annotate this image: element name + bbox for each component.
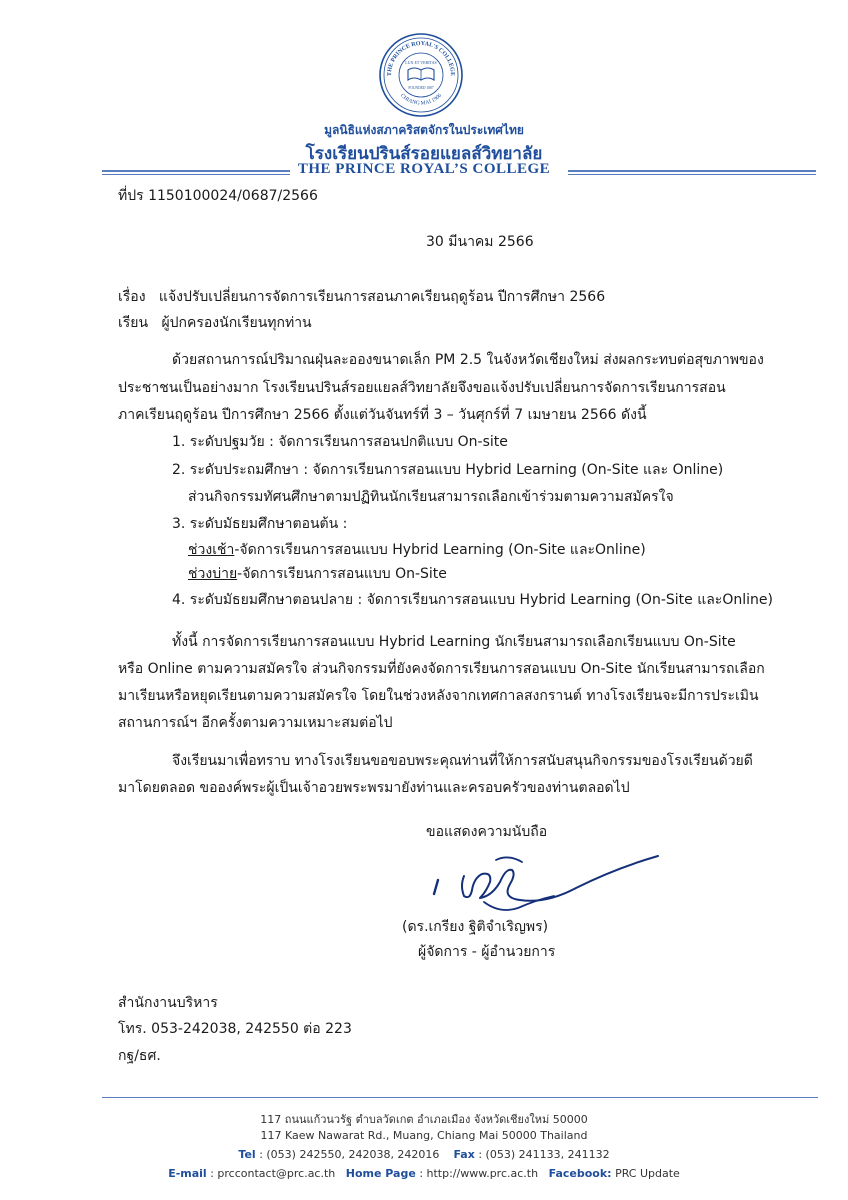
school-name-english: THE PRINCE ROYAL’S COLLEGE — [297, 161, 551, 177]
subject-label: เรื่อง — [118, 289, 146, 305]
paragraph-2-line: ทั้งนี้ การจัดการเรียนการสอนแบบ Hybrid Learning นักเรียนสามารถเลือกเรียนแบบ On-Site — [172, 634, 736, 650]
recipient-label: เรียน — [118, 315, 149, 331]
fax-numbers: : (053) 241133, 241132 — [478, 1148, 610, 1161]
footer-online-contacts — [0, 1167, 848, 1180]
school-name-thai: โรงเรียนปรินส์รอยแยลส์วิทยาลัย — [305, 144, 543, 164]
homepage-label: Home Page — [345, 1167, 416, 1180]
list-item-lower-secondary: 3. ระดับมัธยมศึกษาตอนต้น : — [172, 516, 348, 532]
subject-line — [118, 287, 605, 307]
footer-phone-fax — [0, 1148, 848, 1161]
morning-label: ช่วงเช้า — [188, 542, 235, 558]
afternoon-label: ช่วงบ่าย — [188, 566, 238, 582]
signer-title: ผู้จัดการ - ผู้อำนวยการ — [418, 944, 556, 960]
list-item-early-childhood: 1. ระดับปฐมวัย : จัดการเรียนการสอนปกติแบบ On-site — [172, 434, 508, 450]
lower-secondary-afternoon — [188, 564, 447, 584]
tel-numbers: : (053) 242550, 242038, 242016 — [259, 1148, 440, 1161]
footer-address-english: 117 Kaew Nawarat Rd., Muang, Chiang Mai 50000 Thailand — [260, 1129, 588, 1142]
footer-rule — [102, 1097, 818, 1098]
morning-text: -จัดการเรียนการสอนแบบ Hybrid Learning (On-Site และOnline) — [234, 542, 646, 558]
email-address[interactable]: : prccontact@prc.ac.th — [210, 1167, 336, 1180]
svg-text:LUX ET VERITAS: LUX ET VERITAS — [405, 60, 437, 65]
lower-secondary-morning — [188, 540, 646, 560]
foundation-name: มูลนิธิแห่งสภาคริสตจักรในประเทศไทย — [324, 123, 524, 137]
signer-name: (ดร.เกรียง ฐิติจำเริญพร) — [402, 919, 549, 935]
document-initials: กฐ/ธศ. — [118, 1048, 161, 1064]
paragraph-3-line: มาโดยตลอด ขอองค์พระผู้เป็นเจ้าอวยพระพรมายังท่านและครอบครัวของท่านตลอดไป — [118, 780, 630, 796]
list-item-primary-note: ส่วนกิจกรรมทัศนศึกษาตามปฏิทินนักเรียนสามารถเลือกเข้าร่วมตามความสมัครใจ — [188, 489, 674, 505]
svg-text:FOUNDED 1887: FOUNDED 1887 — [408, 86, 434, 90]
tel-label: Tel — [238, 1148, 256, 1161]
handwritten-signature — [426, 838, 666, 918]
svg-text:CHIANG MAI 1906: CHIANG MAI 1906 — [399, 92, 443, 107]
recipient-line — [118, 313, 312, 333]
document-reference-number: ที่ปร 1150100024/0687/2566 — [118, 188, 318, 204]
facebook-label: Facebook: — [548, 1167, 612, 1180]
office-telephone: โทร. 053-242038, 242550 ต่อ 223 — [118, 1021, 352, 1037]
facebook-page[interactable]: PRC Update — [615, 1167, 680, 1180]
footer-address-thai: 117 ถนนแก้วนวรัฐ ตำบลวัดเกต อำเภอเมือง จังหวัดเชียงใหม่ 50000 — [260, 1113, 588, 1126]
paragraph-2-line: มาเรียนหรือหยุดเรียนตามความสมัครใจ โดยในช่วงหลังจากเทศกาลสงกรานต์ ทางโรงเรียนจะมีการประเมิน — [118, 688, 759, 704]
homepage-url[interactable]: : http://www.prc.ac.th — [419, 1167, 539, 1180]
list-item-upper-secondary: 4. ระดับมัธยมศึกษาตอนปลาย : จัดการเรียนการสอนแบบ Hybrid Learning (On-Site และOnline) — [172, 592, 773, 608]
paragraph-1-line: ประชาชนเป็นอย่างมาก โรงเรียนปรินส์รอยแยลส์วิทยาลัยจึงขอแจ้งปรับเปลี่ยนการจัดการเรียนการสอน — [118, 380, 726, 396]
school-seal-logo — [378, 32, 464, 118]
subject-text: แจ้งปรับเปลี่ยนการจัดการเรียนการสอนภาคเรียนฤดูร้อน ปีการศึกษา 2566 — [158, 289, 606, 305]
paragraph-2-line: สถานการณ์ฯ อีกครั้งตามความเหมาะสมต่อไป — [118, 715, 393, 731]
closing-phrase: ขอแสดงความนับถือ — [426, 824, 548, 840]
paragraph-1-line: ด้วยสถานการณ์ปริมาณฝุ่นละอองขนาดเล็ก PM 2.5 ในจังหวัดเชียงใหม่ ส่งผลกระทบต่อสุขภาพของ — [172, 352, 764, 368]
office-name: สำนักงานบริหาร — [118, 995, 218, 1011]
document-date: 30 มีนาคม 2566 — [426, 234, 534, 250]
paragraph-3-line: จึงเรียนมาเพื่อทราบ ทางโรงเรียนขอขอบพระคุณท่านที่ให้การสนับสนุนกิจกรรมของโรงเรียนด้วยดี — [172, 753, 753, 769]
list-item-primary: 2. ระดับประถมศึกษา : จัดการเรียนการสอนแบบ Hybrid Learning (On-Site และ Online) — [172, 462, 724, 478]
fax-label: Fax — [453, 1148, 475, 1161]
afternoon-text: -จัดการเรียนการสอนแบบ On-Site — [237, 566, 447, 582]
paragraph-1-line: ภาคเรียนฤดูร้อน ปีการศึกษา 2566 ตั้งแต่วันจันทร์ที่ 3 – วันศุกร์ที่ 7 เมษายน 2566 ดังนี้ — [118, 407, 647, 423]
recipient-text: ผู้ปกครองนักเรียนทุกท่าน — [161, 315, 312, 331]
email-label: E-mail — [168, 1167, 207, 1180]
svg-text:THE PRINCE ROYAL'S COLLEGE: THE PRINCE ROYAL'S COLLEGE — [386, 40, 456, 77]
paragraph-2-line: หรือ Online ตามความสมัครใจ ส่วนกิจกรรมที่ยังคงจัดการเรียนการสอนแบบ On-Site นักเรียนสามารถเลือก — [118, 661, 765, 677]
